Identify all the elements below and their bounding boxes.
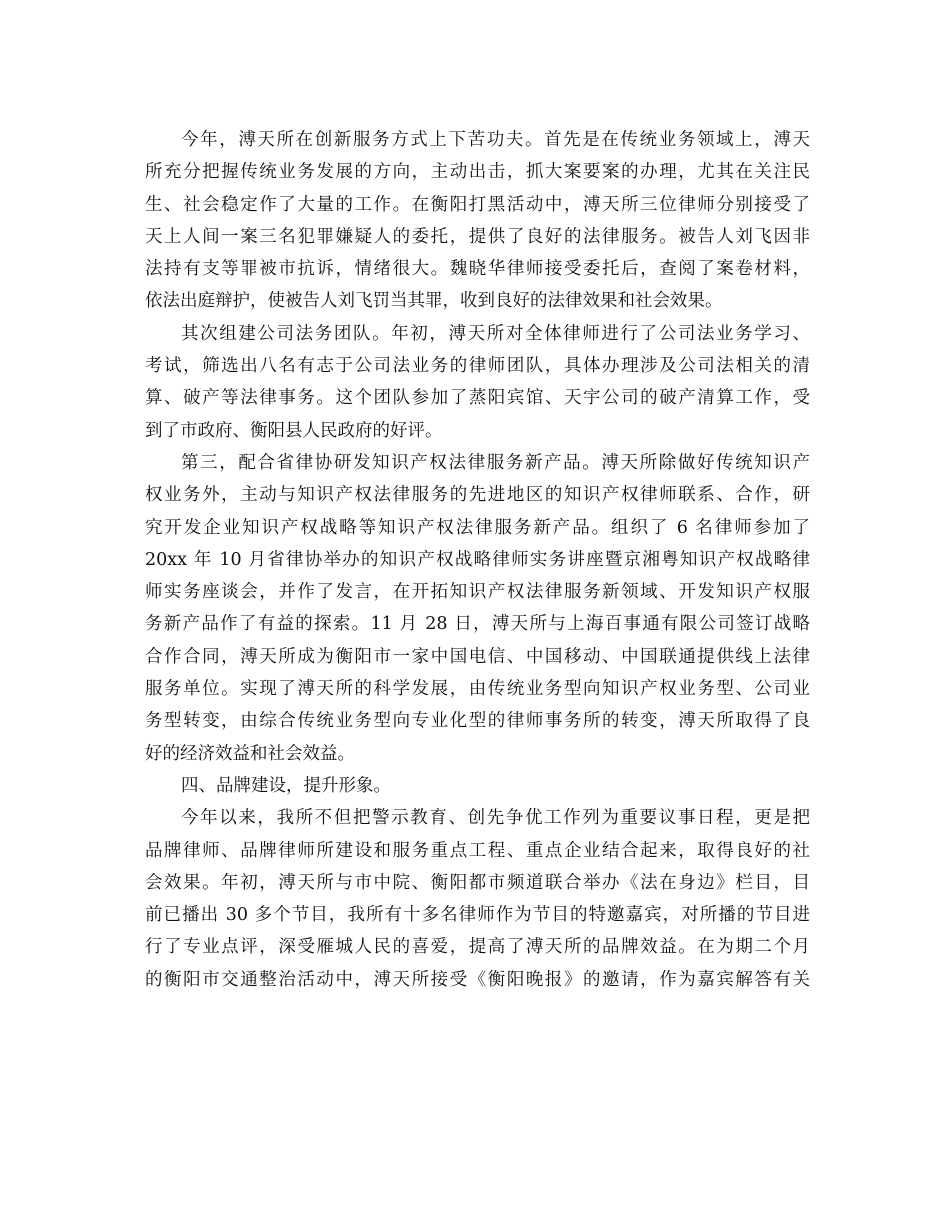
paragraph-line: 会效果。年初，溥天所与市中院、衡阳都市频道联合举办《法在身边》栏目，目 xyxy=(145,872,810,893)
paragraph-line: 考试，筛选出八名有志于公司法业务的律师团队，具体办理涉及公司法相关的清 xyxy=(145,356,810,377)
paragraph-line: 务新产品作了有益的探索。11 月 28 日，溥天所与上海百事通有限公司签订战略 xyxy=(145,614,810,635)
paragraph-line: 天上人间一案三名犯罪嫌疑人的委托，提供了良好的法律服务。被告人刘飞因非 xyxy=(145,226,810,247)
paragraph-line: 好的经济效益和社会效益。 xyxy=(145,743,355,764)
paragraph-line: 权业务外，主动与知识产权法律服务的先进地区的知识产权律师联系、合作，研 xyxy=(145,485,810,506)
paragraph-line: 所充分把握传统业务发展的方向，主动出击，抓大案要案的办理，尤其在关注民 xyxy=(145,162,810,183)
paragraph-line: 品牌律师、品牌律师所建设和服务重点工程、重点企业结合起来，取得良好的社 xyxy=(145,840,810,861)
paragraph-line: 20xx 年 10 月省律协举办的知识产权战略律师实务讲座暨京湘粤知识产权战略律 xyxy=(145,549,810,570)
paragraph-line: 究开发企业知识产权战略等知识产权法律服务新产品。组织了 6 名律师参加了 xyxy=(145,517,810,538)
document-body xyxy=(145,124,810,996)
paragraph-line: 依法出庭辩护，使被告人刘飞罚当其罪，收到良好的法律效果和社会效果。 xyxy=(145,291,723,312)
paragraph-line: 合作合同，溥天所成为衡阳市一家中国电信、中国移动、中国联通提供线上法律 xyxy=(145,646,810,667)
paragraph-line: 师实务座谈会，并作了发言，在开拓知识产权法律服务新领域、开发知识产权服 xyxy=(145,582,810,603)
paragraph-line: 生、社会稳定作了大量的工作。在衡阳打黑活动中，溥天所三位律师分别接受了 xyxy=(145,194,810,215)
section-heading: 四、品牌建设，提升形象。 xyxy=(181,775,391,796)
paragraph-line: 的衡阳市交通整治活动中，溥天所接受《衡阳晚报》的邀请，作为嘉宾解答有关 xyxy=(145,969,810,990)
paragraph-line: 行了专业点评，深受雁城人民的喜爱，提高了溥天所的品牌效益。在为期二个月 xyxy=(145,937,810,958)
paragraph-line: 今年，溥天所在创新服务方式上下苦功夫。首先是在传统业务领域上，溥天 xyxy=(181,130,810,150)
paragraph-line: 今年以来，我所不但把警示教育、创先争优工作列为重要议事日程，更是把 xyxy=(181,808,810,829)
paragraph-line: 服务单位。实现了溥天所的科学发展，由传统业务型向知识产权业务型、公司业 xyxy=(145,679,810,700)
paragraph-line: 算、破产等法律事务。这个团队参加了蒸阳宾馆、天宇公司的破产清算工作，受 xyxy=(145,388,810,409)
paragraph-line: 务型转变，由综合传统业务型向专业化型的律师事务所的转变，溥天所取得了良 xyxy=(145,711,810,732)
paragraph-line: 到了市政府、衡阳县人民政府的好评。 xyxy=(145,420,443,441)
paragraph-line: 其次组建公司法务团队。年初，溥天所对全体律师进行了公司法业务学习、 xyxy=(181,323,810,344)
paragraph-line: 法持有支等罪被市抗诉，情绪很大。魏晓华律师接受委托后，查阅了案卷材料， xyxy=(145,259,810,280)
paragraph-line: 前已播出 30 多个节目，我所有十多名律师作为节目的特邀嘉宾，对所播的节目进 xyxy=(145,905,810,926)
paragraph-line: 第三，配合省律协研发知识产权法律服务新产品。溥天所除做好传统知识产 xyxy=(181,452,810,473)
